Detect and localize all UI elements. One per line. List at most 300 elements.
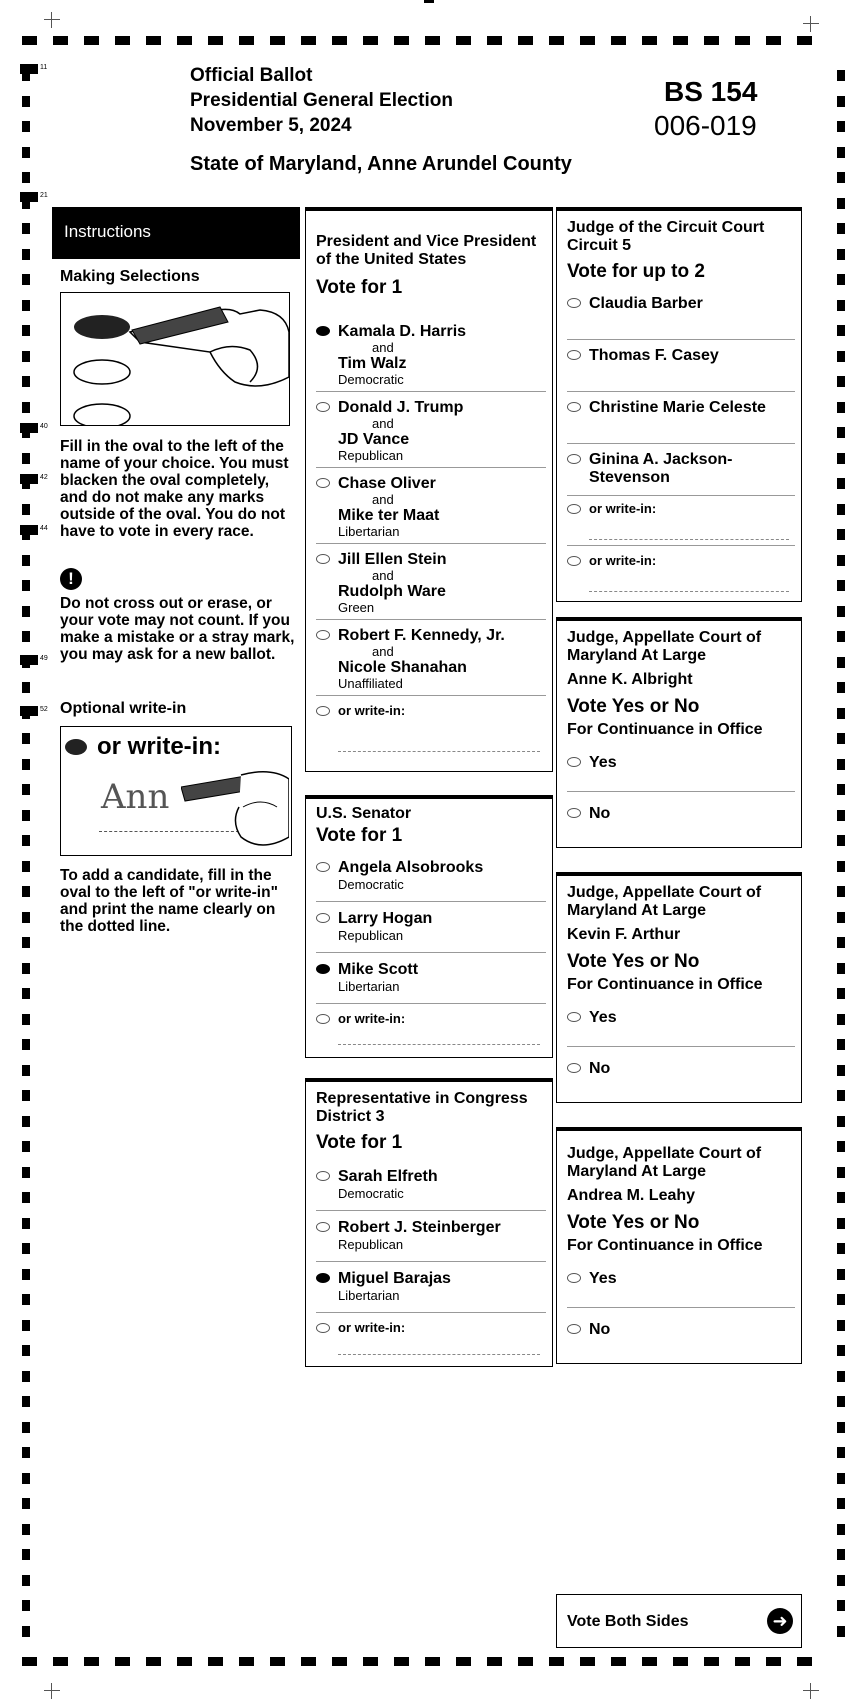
timing-mark: [837, 937, 845, 948]
continuance-label: For Continuance in Office: [567, 1237, 763, 1254]
margin-number: 52: [40, 706, 48, 713]
timing-mark: [837, 733, 845, 744]
timing-mark: [837, 1600, 845, 1611]
write-in-line[interactable]: [338, 1354, 540, 1355]
selection-oval[interactable]: [567, 1273, 581, 1283]
timing-mark: [487, 36, 502, 45]
candidate-name: Robert F. Kennedy, Jr.: [338, 627, 505, 644]
timing-mark: [22, 784, 30, 795]
write-in-line[interactable]: [338, 1044, 540, 1045]
and-label: and: [372, 492, 394, 507]
selection-oval[interactable]: [316, 1222, 330, 1232]
candidate-name: Donald J. Trump: [338, 399, 464, 416]
filled-oval-example: [65, 739, 87, 755]
vote-for: Vote for 1: [316, 825, 403, 846]
timing-mark: [22, 1269, 30, 1280]
timing-mark: [837, 835, 845, 846]
party-label: Democratic: [338, 877, 404, 892]
selection-oval[interactable]: [567, 1324, 581, 1334]
timing-mark: [837, 1192, 845, 1203]
margin-number: 40: [40, 423, 48, 430]
timing-mark: [735, 1657, 750, 1666]
margin-number: 21: [40, 192, 48, 199]
timing-mark: [837, 580, 845, 591]
timing-mark: [22, 1473, 30, 1484]
timing-mark: [837, 1039, 845, 1050]
timing-mark: [837, 376, 845, 387]
marking-illustration: [60, 292, 290, 426]
timing-mark: [837, 504, 845, 515]
timing-mark: [22, 1218, 30, 1229]
timing-mark: [22, 606, 30, 617]
timing-mark: [394, 36, 409, 45]
timing-mark: [22, 402, 30, 413]
timing-mark: [837, 1396, 845, 1407]
running-mate-name: Mike ter Maat: [338, 507, 440, 524]
selection-oval[interactable]: [567, 298, 581, 308]
timing-mark: [704, 36, 719, 45]
timing-mark: [456, 1657, 471, 1666]
candidate-name: Jill Ellen Stein: [338, 551, 447, 568]
timing-mark: [22, 172, 30, 183]
timing-mark: [766, 1657, 781, 1666]
timing-mark: [837, 223, 845, 234]
vote-both-sides-label: Vote Both Sides: [567, 1613, 689, 1630]
timing-mark: [22, 453, 30, 464]
selection-oval[interactable]: [567, 504, 581, 514]
vote-for: Vote for 1: [316, 277, 403, 298]
contest-congress: [305, 1078, 553, 1367]
timing-mark: [84, 36, 99, 45]
timing-mark: [22, 249, 30, 260]
timing-mark: [837, 1014, 845, 1025]
timing-mark: [837, 1167, 845, 1178]
selection-oval[interactable]: [567, 1012, 581, 1022]
selection-oval[interactable]: [567, 556, 581, 566]
timing-mark: [20, 192, 38, 202]
continuance-label: For Continuance in Office: [567, 976, 763, 993]
timing-mark: [837, 1320, 845, 1331]
contest-title: Judge of the Circuit Court Circuit 5: [567, 219, 765, 254]
timing-mark: [837, 682, 845, 693]
timing-mark: [837, 1422, 845, 1433]
party-label: Libertarian: [338, 979, 400, 994]
vote-for: Vote for 1: [316, 1132, 403, 1153]
timing-mark: [22, 1626, 30, 1637]
timing-mark: [363, 36, 378, 45]
candidate-name: Larry Hogan: [338, 910, 433, 927]
selection-oval[interactable]: [316, 706, 330, 716]
candidate-name: Ginina A. Jackson-Stevenson: [589, 451, 733, 486]
timing-mark: [363, 1657, 378, 1666]
running-mate-name: Rudolph Ware: [338, 583, 446, 600]
timing-mark: [837, 1524, 845, 1535]
timing-mark: [837, 1498, 845, 1509]
write-in-line[interactable]: [589, 591, 789, 592]
timing-mark: [84, 1657, 99, 1666]
and-label: and: [372, 568, 394, 583]
instructions-header: Instructions: [52, 207, 300, 259]
judge-name: Andrea M. Leahy: [567, 1187, 696, 1204]
selection-oval[interactable]: [316, 1171, 330, 1181]
timing-mark: [837, 1065, 845, 1076]
selection-oval[interactable]: [316, 630, 330, 640]
timing-mark: [22, 1243, 30, 1254]
timing-mark: [837, 988, 845, 999]
write-in-example-label: or write-in:: [97, 733, 221, 760]
timing-mark: [837, 402, 845, 413]
registration-mark: [44, 1683, 60, 1699]
fill-instructions: Fill in the oval to the left of the name of your choice. You must blacken the oval completely, and do not make any marks outside of the oval. You do not have to vote in every race.: [60, 438, 289, 540]
timing-mark: [22, 886, 30, 897]
timing-mark: [22, 1320, 30, 1331]
candidate-name: Mike Scott: [338, 961, 419, 978]
timing-mark: [22, 1396, 30, 1407]
margin-number: 11: [40, 64, 48, 71]
timing-mark: [22, 810, 30, 821]
party-label: Libertarian: [338, 1288, 400, 1303]
timing-mark: [22, 96, 30, 107]
timing-mark: [20, 525, 38, 535]
timing-mark: [115, 36, 130, 45]
timing-mark: [837, 1243, 845, 1254]
selection-oval[interactable]: [316, 862, 330, 872]
candidate-name: Chase Oliver: [338, 475, 436, 492]
pen-hand-icon: [181, 767, 289, 853]
party-label: Republican: [338, 448, 404, 463]
timing-mark: [837, 147, 845, 158]
registration-mark: [803, 16, 819, 32]
timing-mark: [177, 1657, 192, 1666]
timing-mark: [22, 1014, 30, 1025]
timing-mark: [837, 274, 845, 285]
timing-mark: [394, 1657, 409, 1666]
timing-mark: [837, 657, 845, 668]
timing-mark: [22, 631, 30, 642]
candidate-name: Robert J. Steinberger: [338, 1219, 501, 1236]
timing-mark: [837, 1141, 845, 1152]
timing-mark: [20, 474, 38, 484]
timing-mark: [642, 1657, 657, 1666]
and-label: and: [372, 644, 394, 659]
timing-mark: [837, 1218, 845, 1229]
timing-mark: [580, 36, 595, 45]
timing-mark: [837, 300, 845, 311]
margin-number: 44: [40, 525, 48, 532]
write-in-example-name: Ann: [101, 777, 170, 817]
and-label: and: [372, 340, 394, 355]
timing-mark: [766, 36, 781, 45]
timing-mark: [22, 1371, 30, 1382]
timing-mark: [20, 423, 38, 433]
contest-title: Judge, Appellate Court of Maryland At Large: [567, 629, 762, 664]
timing-mark: [837, 1549, 845, 1560]
timing-mark: [22, 1167, 30, 1178]
write-in-instructions: To add a candidate, fill in the oval to the left of "or write-in" and print the name clearly on the dotted line.: [60, 867, 278, 935]
timing-mark: [22, 1192, 30, 1203]
election-name: Presidential General Election: [190, 90, 453, 111]
selection-oval[interactable]: [567, 808, 581, 818]
contest-title: Judge, Appellate Court of Maryland At Large: [567, 1145, 762, 1180]
timing-mark: [146, 36, 161, 45]
timing-mark: [22, 36, 37, 45]
timing-mark: [20, 655, 38, 665]
candidate-name: Christine Marie Celeste: [589, 399, 766, 416]
running-mate-name: Nicole Shanahan: [338, 659, 467, 676]
party-label: Democratic: [338, 372, 404, 387]
timing-mark: [22, 1090, 30, 1101]
timing-mark: [22, 325, 30, 336]
timing-mark: [22, 1498, 30, 1509]
vote-yes-no: Vote Yes or No: [567, 951, 700, 972]
contest-appellate-arthur: Judge, Appellate Court of Maryland At Large Kevin F. Arthur Vote Yes or No For Continuance in Office Yes No: [556, 872, 802, 1103]
timing-mark: [20, 706, 38, 716]
timing-mark: [301, 36, 316, 45]
selection-oval-filled[interactable]: [316, 1273, 330, 1283]
timing-mark: [53, 36, 68, 45]
timing-mark: [837, 1447, 845, 1458]
timing-mark: [22, 300, 30, 311]
contest-title: Representative in Congress District 3: [316, 1090, 528, 1125]
timing-mark: [424, 0, 434, 3]
timing-mark: [837, 121, 845, 132]
timing-mark: [611, 36, 626, 45]
selection-oval-filled[interactable]: [316, 964, 330, 974]
timing-mark: [301, 1657, 316, 1666]
contest-president: [305, 207, 553, 772]
timing-mark: [22, 835, 30, 846]
timing-mark: [332, 36, 347, 45]
timing-mark: [270, 36, 285, 45]
timing-mark: [837, 912, 845, 923]
timing-mark: [239, 1657, 254, 1666]
timing-mark: [837, 759, 845, 770]
timing-mark: [549, 36, 564, 45]
contest-circuit-court: [556, 207, 802, 602]
party-label: Republican: [338, 1237, 404, 1252]
candidate-name: Sarah Elfreth: [338, 1168, 438, 1185]
selection-oval[interactable]: [316, 913, 330, 923]
timing-mark: [22, 1447, 30, 1458]
timing-mark: [837, 478, 845, 489]
and-label: and: [372, 416, 394, 431]
timing-mark: [837, 784, 845, 795]
timing-mark: [456, 36, 471, 45]
party-label: Republican: [338, 928, 404, 943]
timing-mark: [146, 1657, 161, 1666]
timing-mark: [837, 861, 845, 872]
selection-oval[interactable]: [567, 402, 581, 412]
timing-mark: [837, 1371, 845, 1382]
timing-mark: [837, 1116, 845, 1127]
registration-mark: [803, 1683, 819, 1699]
write-in-label: or write-in:: [589, 553, 657, 568]
timing-mark: [837, 1626, 845, 1637]
timing-mark: [22, 1549, 30, 1560]
timing-mark: [22, 1422, 30, 1433]
timing-mark: [20, 64, 38, 74]
timing-mark: [673, 36, 688, 45]
timing-mark: [837, 886, 845, 897]
timing-mark: [22, 1039, 30, 1050]
timing-mark: [22, 759, 30, 770]
vote-both-sides-box: [556, 1594, 802, 1648]
arrow-right-icon: ➜: [767, 1608, 793, 1634]
timing-mark: [239, 36, 254, 45]
timing-mark: [642, 36, 657, 45]
selection-oval[interactable]: [567, 454, 581, 464]
candidate-name: Thomas F. Casey: [589, 347, 719, 364]
timing-mark: [22, 274, 30, 285]
write-in-label: or write-in:: [338, 1320, 406, 1335]
timing-mark: [22, 555, 30, 566]
selection-oval[interactable]: [316, 1323, 330, 1333]
timing-mark: [425, 1657, 440, 1666]
timing-mark: [837, 631, 845, 642]
timing-mark: [22, 1141, 30, 1152]
timing-mark: [22, 351, 30, 362]
timing-mark: [837, 555, 845, 566]
timing-mark: [837, 427, 845, 438]
timing-mark: [115, 1657, 130, 1666]
timing-mark: [611, 1657, 626, 1666]
write-in-line[interactable]: [338, 751, 540, 752]
party-label: Unaffiliated: [338, 676, 403, 691]
timing-mark: [22, 1065, 30, 1076]
timing-mark: [332, 1657, 347, 1666]
write-in-label: or write-in:: [338, 1011, 406, 1026]
selection-oval[interactable]: [567, 350, 581, 360]
timing-mark: [425, 36, 440, 45]
timing-mark: [704, 1657, 719, 1666]
contest-title: President and Vice President of the United States: [316, 233, 537, 268]
candidate-name: Kamala D. Harris: [338, 323, 467, 340]
timing-mark: [22, 912, 30, 923]
vote-yes-no: Vote Yes or No: [567, 1212, 700, 1233]
timing-mark: [22, 121, 30, 132]
write-in-line[interactable]: [589, 539, 789, 540]
timing-mark: [270, 1657, 285, 1666]
timing-mark: [837, 249, 845, 260]
running-mate-name: Tim Walz: [338, 355, 407, 372]
contest-senator: [305, 795, 553, 1058]
timing-mark: [837, 96, 845, 107]
timing-mark: [22, 1116, 30, 1127]
timing-mark: [22, 223, 30, 234]
timing-mark: [837, 810, 845, 821]
timing-mark: [837, 70, 845, 81]
timing-mark: [837, 198, 845, 209]
selection-oval-filled[interactable]: [316, 326, 330, 336]
timing-mark: [22, 937, 30, 948]
selection-oval[interactable]: [316, 402, 330, 412]
timing-mark: [22, 861, 30, 872]
timing-mark: [797, 1657, 812, 1666]
timing-mark: [22, 1600, 30, 1611]
timing-mark: [22, 1657, 37, 1666]
write-in-illustration: [60, 726, 292, 856]
timing-mark: [837, 351, 845, 362]
timing-mark: [837, 453, 845, 464]
timing-mark: [837, 529, 845, 540]
timing-mark: [797, 36, 812, 45]
exclamation-icon: !: [60, 568, 82, 590]
selection-oval[interactable]: [316, 478, 330, 488]
making-selections-heading: Making Selections: [60, 268, 200, 285]
vote-yes-no: Vote Yes or No: [567, 696, 700, 717]
timing-mark: [22, 963, 30, 974]
timing-mark: [22, 682, 30, 693]
ballot-title: Official Ballot: [190, 65, 313, 86]
timing-mark: [837, 1473, 845, 1484]
contest-title: U.S. Senator: [316, 805, 412, 822]
election-date: November 5, 2024: [190, 115, 352, 136]
candidate-name: Miguel Barajas: [338, 1270, 451, 1287]
warning-text: Do not cross out or erase, or your vote may not count. If you make a mistake or a stray mark, you may ask for a new ballot.: [60, 595, 295, 663]
jurisdiction: State of Maryland, Anne Arundel County: [190, 153, 572, 175]
timing-mark: [22, 1575, 30, 1586]
party-label: Libertarian: [338, 524, 400, 539]
timing-mark: [22, 733, 30, 744]
party-label: Green: [338, 600, 375, 615]
timing-mark: [487, 1657, 502, 1666]
party-label: Democratic: [338, 1186, 404, 1201]
timing-mark: [837, 1269, 845, 1280]
continuance-label: For Continuance in Office: [567, 721, 763, 738]
margin-number: 49: [40, 655, 48, 662]
timing-mark: [22, 147, 30, 158]
judge-name: Kevin F. Arthur: [567, 926, 681, 943]
timing-mark: [518, 1657, 533, 1666]
timing-mark: [837, 708, 845, 719]
timing-mark: [22, 1524, 30, 1535]
timing-mark: [837, 325, 845, 336]
selection-oval[interactable]: [316, 1014, 330, 1024]
contest-title: Judge, Appellate Court of Maryland At Large: [567, 884, 762, 919]
timing-mark: [673, 1657, 688, 1666]
judge-name: Anne K. Albright: [567, 671, 693, 688]
write-in-heading: Optional write-in: [60, 700, 187, 717]
timing-mark: [208, 36, 223, 45]
timing-mark: [22, 988, 30, 999]
timing-mark: [208, 1657, 223, 1666]
selection-oval[interactable]: [316, 554, 330, 564]
timing-mark: [22, 580, 30, 591]
timing-mark: [837, 1090, 845, 1101]
candidate-name: Angela Alsobrooks: [338, 859, 484, 876]
timing-mark: [518, 36, 533, 45]
timing-mark: [22, 376, 30, 387]
timing-mark: [22, 1345, 30, 1356]
timing-mark: [580, 1657, 595, 1666]
precinct-code: 006-019: [654, 110, 757, 141]
timing-mark: [735, 36, 750, 45]
timing-mark: [22, 504, 30, 515]
running-mate-name: JD Vance: [338, 431, 410, 448]
selection-oval[interactable]: [567, 757, 581, 767]
contest-appellate-leahy: Judge, Appellate Court of Maryland At Large Andrea M. Leahy Vote Yes or No For Continuance in Office Yes No: [556, 1127, 802, 1364]
timing-mark: [837, 606, 845, 617]
timing-mark: [837, 1294, 845, 1305]
timing-mark: [22, 1294, 30, 1305]
contest-appellate-albright: Judge, Appellate Court of Maryland At Large Anne K. Albright Vote Yes or No For Continuance in Office Yes No: [556, 617, 802, 848]
registration-mark: [44, 12, 60, 28]
vote-for: Vote for up to 2: [567, 261, 705, 282]
timing-mark: [53, 1657, 68, 1666]
selection-oval[interactable]: [567, 1063, 581, 1073]
timing-mark: [177, 36, 192, 45]
timing-mark: [549, 1657, 564, 1666]
